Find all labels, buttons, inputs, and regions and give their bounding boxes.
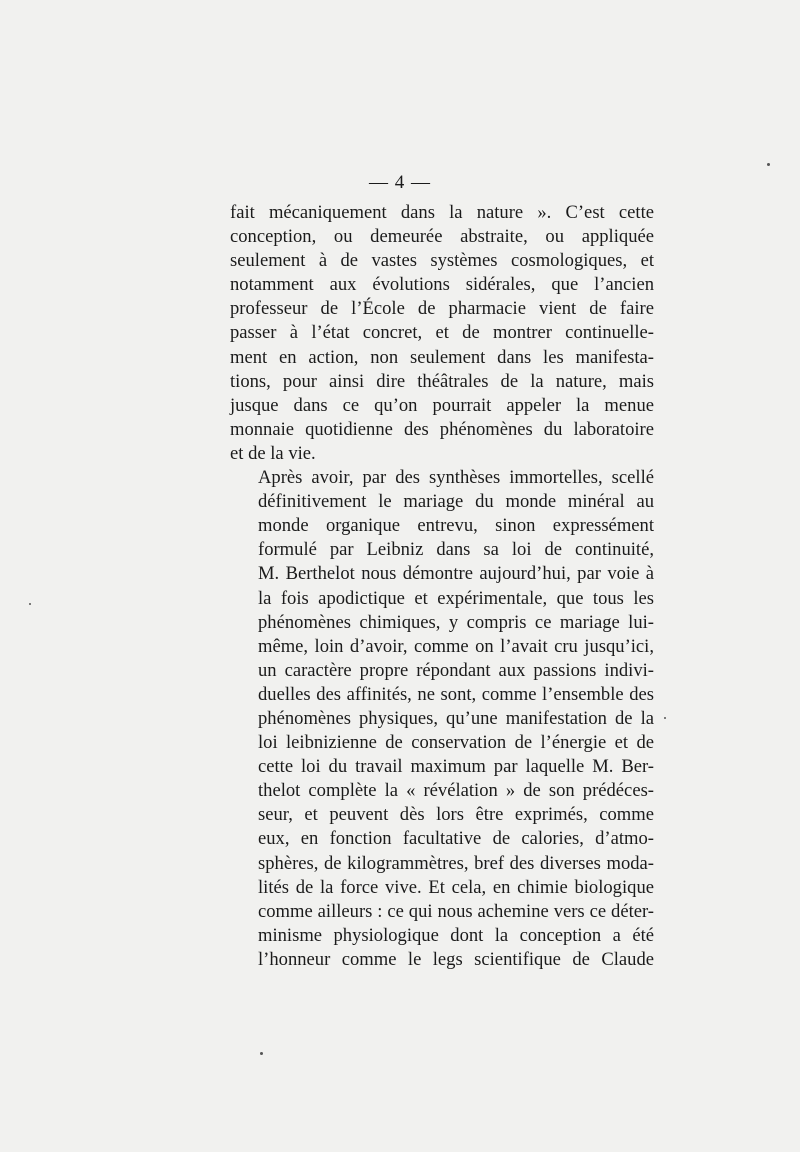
text-line: phénomènes chimiques, y compris ce mariage lui- xyxy=(258,611,654,633)
text-line: M. Berthelot nous démontre aujourd’hui, par voie à xyxy=(258,563,654,585)
text-line: sphères, de kilogrammètres, bref des diverses moda- xyxy=(258,852,654,874)
scan-speck xyxy=(664,717,666,719)
text-line: un caractère propre répondant aux passions indivi- xyxy=(258,659,654,681)
text-line: professeur de l’École de pharmacie vient de faire xyxy=(230,298,654,320)
text-line: fait mécaniquement dans la nature ». C’est cette xyxy=(230,202,654,223)
paragraph-2 xyxy=(230,466,654,972)
text-line: lités de la force vive. Et cela, en chimie biologique xyxy=(258,876,654,898)
body-text xyxy=(230,201,654,972)
scan-speck xyxy=(260,1052,263,1055)
text-line: thelot complète la « révélation » de son prédéces- xyxy=(258,780,654,802)
text-line: passer à l’état concret, et de montrer continuelle- xyxy=(230,322,654,344)
text-line: formulé par Leibniz dans sa loi de continuité, xyxy=(258,539,654,561)
scan-speck xyxy=(767,163,770,166)
text-line: monnaie quotidienne des phénomènes du laboratoire xyxy=(230,418,654,440)
text-line: monde organique entrevu, sinon expressément xyxy=(258,515,654,537)
text-line: l’honneur comme le legs scientifique de Claude xyxy=(258,948,654,970)
text-line: eux, en fonction facultative de calories, d’atmo- xyxy=(258,828,654,850)
text-line: phénomènes physiques, qu’une manifestation de la xyxy=(258,707,654,729)
text-line: comme ailleurs : ce qui nous achemine vers ce déter- xyxy=(258,900,654,922)
text-line: ment en action, non seulement dans les manifesta- xyxy=(230,346,654,368)
text-line: définitivement le mariage du monde minéral au xyxy=(258,491,654,513)
text-line: minisme physiologique dont la conception a été xyxy=(258,924,654,946)
text-line: Après avoir, par des synthèses immortelles, scellé xyxy=(258,467,654,489)
text-line: notamment aux évolutions sidérales, que l’ancien xyxy=(230,274,654,296)
text-line: la fois apodictique et expérimentale, que tous les xyxy=(258,587,654,609)
paragraph-1 xyxy=(230,201,654,466)
text-line: seur, et peuvent dès lors être exprimés, comme xyxy=(258,804,654,826)
text-line: conception, ou demeurée abstraite, ou appliquée xyxy=(230,226,654,248)
scan-speck xyxy=(29,603,31,605)
text-line: loi leibnizienne de conservation de l’énergie et de xyxy=(258,732,654,754)
text-line: tions, pour ainsi dire théâtrales de la nature, mais xyxy=(230,370,654,392)
text-line: même, loin d’avoir, comme on l’avait cru jusqu’ici, xyxy=(258,635,654,657)
text-line: jusque dans ce qu’on pourrait appeler la menue xyxy=(230,394,654,416)
text-line: seulement à de vastes systèmes cosmologiques, et xyxy=(230,250,654,272)
page-number: — 4 — xyxy=(369,172,431,193)
text-line: et de la vie. xyxy=(230,442,316,464)
text-line: cette loi du travail maximum par laquelle M. Ber- xyxy=(258,756,654,778)
text-line: duelles des affinités, ne sont, comme l’ensemble des xyxy=(258,683,654,705)
